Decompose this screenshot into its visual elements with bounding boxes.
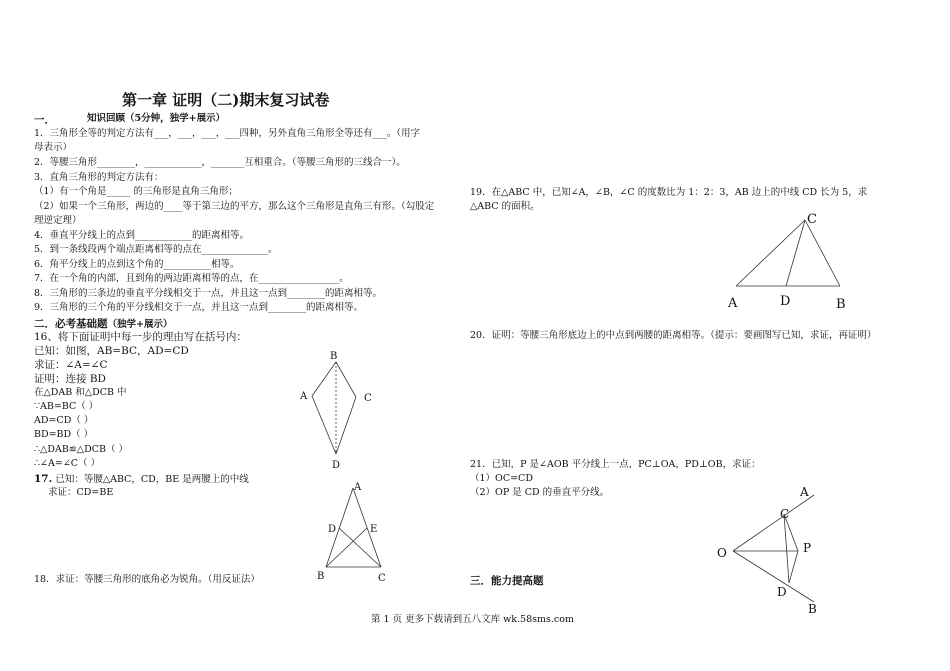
q21-line3: （2）OP 是 CD 的垂直平分线。: [470, 487, 610, 498]
page-title: 第一章 证明（二)期末复习试卷: [122, 91, 330, 109]
q8: 8．三角形的三条边的垂直平分线相交于一点，并且这一点到________的距离相等。: [34, 288, 383, 299]
q16-line4: 证明：连接 BD: [34, 373, 106, 385]
q3-line3: （2）如果一个三角形，两边的____等于第三边的平方，那么这个三角形是直角三有形。（勾股定: [34, 201, 435, 212]
q3-line1: 3．直角三角形的判定方法有：: [34, 172, 164, 183]
q21-line1: 21．已知，P 是∠AOB 平分线上一点，PC⊥OA，PD⊥OB，求证：: [470, 459, 761, 470]
q17-line2: 求证：CD=BE: [48, 487, 114, 498]
page-footer: 第 1 页 更多下载请到五八文库 wk.58sms.com: [371, 614, 574, 625]
fig17-label-a: A: [354, 482, 362, 493]
q3-line4: 理逆定理）: [34, 215, 82, 226]
fig16-label-c: C: [364, 393, 372, 404]
q1-line2: 母表示）: [34, 142, 73, 153]
q21-line2: （1）OC=CD: [470, 473, 533, 484]
figure-17-triangle: [312, 478, 397, 586]
figure-19-triangle: [722, 206, 862, 312]
q2: 2．等腰三角形________，____________，_______互相重合。（等腰三角形的三线合一）。: [34, 157, 406, 168]
q9: 9．三角形的三个角的平分线相交于一点，并且这一点到________的距离相等。: [34, 302, 364, 313]
q16-line6: ∵AB=BC（ ）: [34, 401, 99, 412]
q1-line1: 1．三角形全等的判定方法有___，___，___，___四种，另外直角三角形全等还有___。（用字: [34, 128, 421, 139]
section1-num: 一．: [34, 114, 55, 126]
fig19-label-a: A: [728, 296, 738, 311]
q19-line1: 19．在△ABC 中，已知∠A，∠B，∠C 的度数比为 1：2：3，AB 边上的中线 CD 长为 5，求: [470, 187, 868, 198]
fig16-label-b: B: [330, 351, 338, 362]
q4: 4．垂直平分线上的点到____________的距离相等。: [34, 230, 250, 241]
q17-line1: [34, 472, 249, 487]
q16-line5: 在△DAB 和△DCB 中: [34, 387, 127, 398]
q7: 7．在一个角的内部，且到角的两边距离相等的点，在_________________。: [34, 273, 349, 284]
q17-text: 已知：等腰△ABC，CD，BE 是两腰上的中线: [55, 474, 249, 485]
q3-line2: （1）有一个角是_____ 的三角形是直角三角形；: [34, 186, 238, 197]
fig17-label-d: D: [328, 524, 337, 535]
q16-line7: AD=CD（ ）: [34, 415, 94, 426]
q19-line2: △ABC 的面积。: [470, 201, 540, 212]
fig21-label-c: C: [780, 507, 790, 521]
fig21-label-a: A: [800, 485, 809, 499]
q6: 6．角平分线上的点到这个角的__________相等。: [34, 259, 240, 270]
fig19-label-c: C: [807, 212, 817, 227]
q16-line9: ∴△DAB≌△DCB（ ）: [34, 444, 128, 455]
q16-line10: ∴∠A=∠C（ ）: [34, 458, 101, 469]
fig17-label-e: E: [370, 524, 378, 535]
fig21-label-b: B: [808, 602, 817, 615]
q20: 20．证明：等腰三角形底边上的中点到两腰的距离相等。（提示：要画图写已知，求证，再证明）: [470, 330, 877, 341]
fig21-label-o: O: [717, 546, 727, 560]
figure-21-angle: [712, 480, 832, 615]
section2-note: （独学+展示）: [107, 319, 173, 330]
fig21-label-d: D: [777, 585, 787, 599]
fig17-label-b: B: [317, 571, 325, 582]
q16-line3: 求证：∠A=∠C: [34, 359, 108, 371]
q5: 5．到一条线段两个端点距离相等的点在______________。: [34, 244, 278, 255]
q16-line8: BD=BD（ ）: [34, 429, 94, 440]
fig21-label-p: P: [803, 541, 812, 555]
q16-line1: 16、将下面证明中每一步的理由写在括号内：: [34, 331, 247, 343]
fig16-label-d: D: [332, 460, 341, 471]
fig19-label-b: B: [836, 297, 846, 312]
q16-line2: 已知：如图，AB=BC，AD=CD: [34, 345, 189, 357]
fig17-label-c: C: [378, 573, 386, 584]
q18: 18．求证：等腰三角形的底角必为锐角。（用反证法）: [34, 574, 260, 585]
section2-title: 二．必考基础题: [34, 318, 108, 330]
fig16-label-a: A: [300, 391, 308, 402]
figure-16-kite: [296, 346, 381, 474]
section3-label: 三．能力提高题: [470, 575, 544, 587]
section1-label: 知识回顾（5分钟，独学+展示）: [87, 113, 226, 124]
q17-num: 17.: [34, 473, 53, 485]
fig19-label-d: D: [780, 294, 791, 309]
